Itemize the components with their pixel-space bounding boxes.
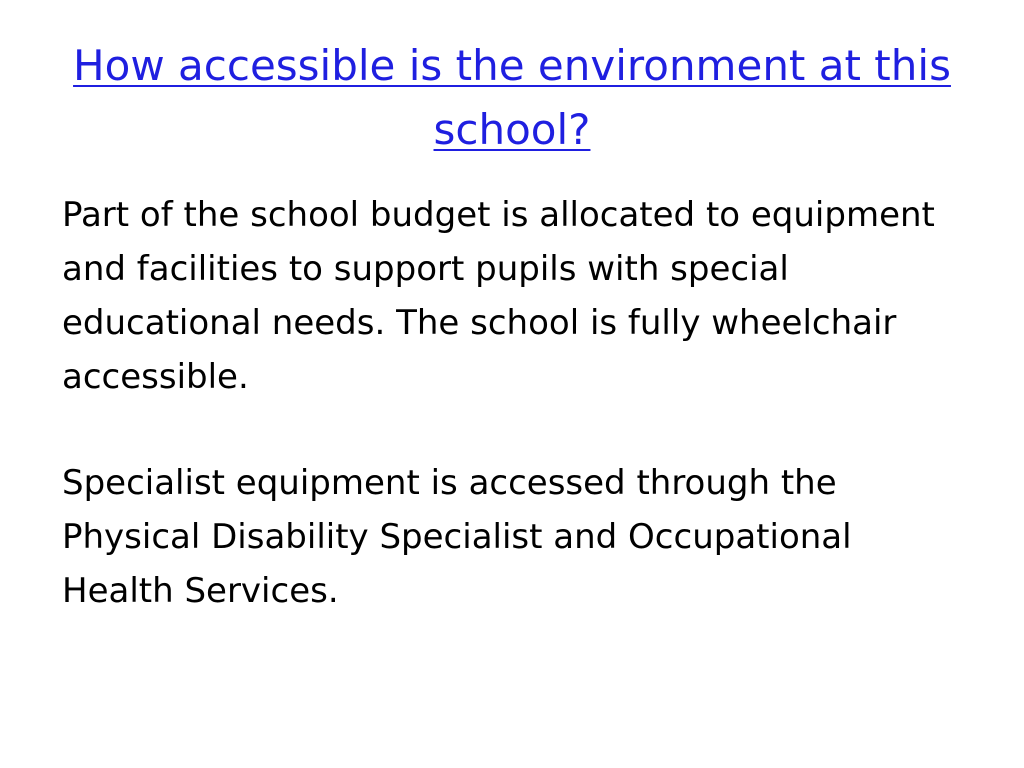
body-paragraph-budget: Part of the school budget is allocated to equipment and facilities to support pupils with special educational needs. The school is fully wheelchair accessible. (62, 195, 935, 397)
slide-body (62, 188, 962, 670)
title-link[interactable]: How accessible is the environment at this school? (73, 41, 951, 154)
slide-title (40, 34, 984, 162)
body-paragraph-specialist: Specialist equipment is accessed through the Physical Disability Specialist and Occupational Health Services. (62, 463, 852, 611)
